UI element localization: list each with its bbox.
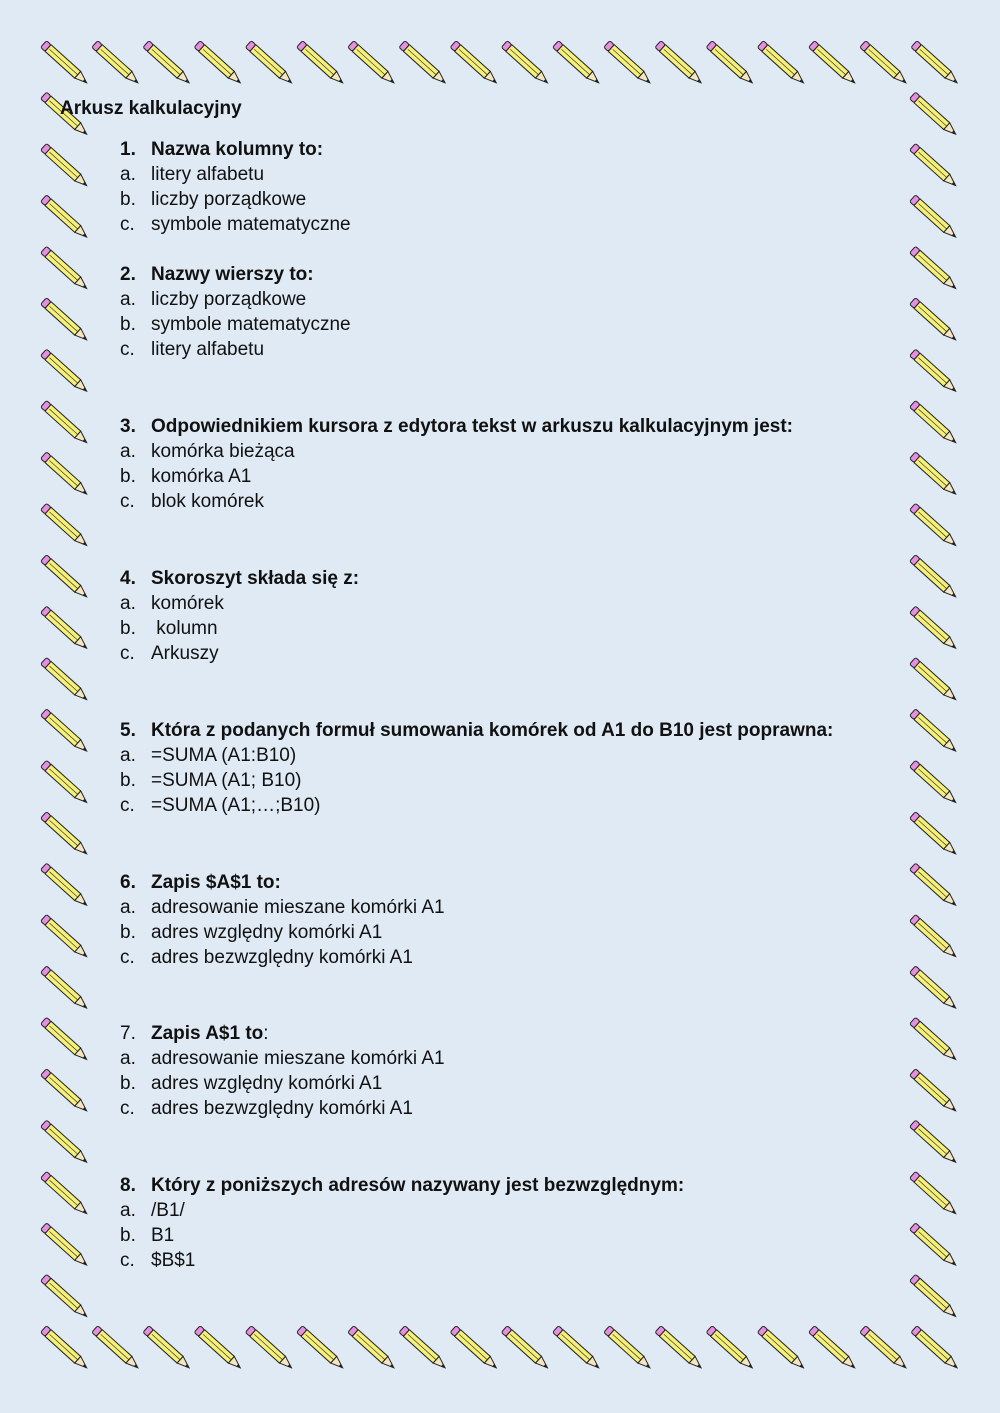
pencil-icon (604, 1326, 653, 1371)
question-text: Który z poniższych adresów nazywany jest bezwzględnym: (151, 1175, 685, 1196)
pencil-icon (194, 1326, 243, 1371)
option-letter: a. (120, 897, 136, 918)
pencil-icon (910, 914, 959, 959)
answer-option (120, 439, 793, 464)
answer-option (120, 489, 793, 514)
pencil-icon (143, 1326, 192, 1371)
option-letter: a. (120, 164, 136, 185)
pencil-icon (450, 1326, 499, 1371)
option-letter: a. (120, 1048, 136, 1069)
question-3 (120, 414, 793, 514)
answer-option (120, 464, 793, 489)
option-text: B1 (151, 1225, 175, 1246)
option-letter: a. (120, 1200, 136, 1221)
option-letter: c. (120, 947, 135, 968)
option-text: adres względny komórki A1 (151, 1073, 383, 1094)
option-letter: b. (120, 922, 136, 943)
option-text: adresowanie mieszane komórki A1 (151, 1048, 445, 1069)
option-text: liczby porządkowe (151, 189, 307, 210)
answer-option (120, 920, 445, 945)
pencil-icon (910, 195, 959, 240)
answer-option (120, 793, 833, 818)
pencil-icon (501, 1326, 550, 1371)
pencil-icon (604, 41, 653, 86)
pencil-icon (706, 41, 755, 86)
pencil-icon (297, 41, 346, 86)
answer-option (120, 945, 445, 970)
answer-option (120, 287, 351, 312)
pencil-icon (399, 1326, 448, 1371)
question-8 (120, 1173, 684, 1273)
question-heading (120, 870, 445, 895)
pencil-icon (910, 760, 959, 805)
answer-option (120, 212, 351, 237)
pencil-icon (910, 1120, 959, 1165)
question-text: Odpowiednikiem kursora z edytora tekst w arkuszu kalkulacyjnym jest: (151, 416, 794, 437)
question-number: 2. (120, 264, 136, 285)
question-2 (120, 262, 351, 362)
pencil-icon (809, 1326, 858, 1371)
pencil-icon (41, 657, 90, 702)
question-heading (120, 1021, 445, 1046)
pencil-icon (910, 657, 959, 702)
question-text: Nazwa kolumny to: (151, 139, 324, 160)
answer-option (120, 1248, 684, 1273)
answer-option (120, 187, 351, 212)
answer-option (120, 616, 359, 641)
answer-option (120, 768, 833, 793)
option-text: =SUMA (A1; B10) (151, 770, 302, 791)
question-text: Zapis A$1 to (151, 1023, 264, 1044)
pencil-icon (41, 555, 90, 600)
option-letter: a. (120, 593, 136, 614)
pencil-icon (910, 452, 959, 497)
pencil-icon (92, 41, 141, 86)
option-letter: b. (120, 770, 136, 791)
pencil-icon (910, 1274, 959, 1319)
pencil-icon (910, 555, 959, 600)
pencil-icon (706, 1326, 755, 1371)
pencil-icon (655, 1326, 704, 1371)
question-1 (120, 137, 351, 237)
question-heading (120, 718, 833, 743)
option-letter: b. (120, 314, 136, 335)
pencil-icon (910, 246, 959, 291)
pencil-icon (860, 41, 909, 86)
pencil-icon (194, 41, 243, 86)
pencil-icon (41, 452, 90, 497)
pencil-icon (809, 41, 858, 86)
pencil-icon (910, 143, 959, 188)
pencil-icon (910, 966, 959, 1011)
answer-option (120, 591, 359, 616)
pencil-icon (41, 41, 90, 86)
option-text: =SUMA (A1;…;B10) (151, 795, 321, 816)
pencil-icon (41, 966, 90, 1011)
answer-option (120, 1198, 684, 1223)
question-text: Nazwy wierszy to: (151, 264, 314, 285)
pencil-icon (911, 41, 960, 86)
answer-option (120, 1223, 684, 1248)
question-heading (120, 137, 351, 162)
option-text: litery alfabetu (151, 164, 265, 185)
question-6 (120, 870, 445, 970)
pencil-icon (910, 503, 959, 548)
option-text: $B$1 (151, 1250, 196, 1271)
pencil-icon (910, 1223, 959, 1268)
question-number: 5. (120, 720, 136, 741)
pencil-icon (41, 863, 90, 908)
pencil-icon (41, 143, 90, 188)
option-text: liczby porządkowe (151, 289, 307, 310)
pencil-icon (553, 1326, 602, 1371)
option-text: symbole matematyczne (151, 214, 351, 235)
pencil-icon (41, 246, 90, 291)
pencil-icon (450, 41, 499, 86)
pencil-icon (860, 1326, 909, 1371)
question-colon: : (263, 1023, 269, 1044)
option-letter: c. (120, 214, 135, 235)
question-number: 1. (120, 139, 136, 160)
pencil-icon (245, 1326, 294, 1371)
option-text: /B1/ (151, 1200, 185, 1221)
option-text: adresowanie mieszane komórki A1 (151, 897, 445, 918)
page-title: Arkusz kalkulacyjny (60, 98, 242, 119)
pencil-icon (41, 503, 90, 548)
pencil-icon (41, 400, 90, 445)
option-letter: a. (120, 441, 136, 462)
answer-option (120, 743, 833, 768)
pencil-icon (910, 1017, 959, 1062)
pencil-icon (910, 349, 959, 394)
pencil-icon (553, 41, 602, 86)
pencil-icon (143, 41, 192, 86)
answer-option (120, 312, 351, 337)
answer-option (120, 1096, 445, 1121)
pencil-icon (655, 41, 704, 86)
pencil-icon (910, 606, 959, 651)
question-heading (120, 566, 359, 591)
option-text: blok komórek (151, 491, 264, 512)
pencil-icon (757, 41, 806, 86)
option-letter: c. (120, 339, 135, 360)
option-letter: a. (120, 745, 136, 766)
question-5 (120, 718, 833, 818)
option-letter: a. (120, 289, 136, 310)
question-text: Skoroszyt składa się z: (151, 568, 360, 589)
option-text: litery alfabetu (151, 339, 265, 360)
pencil-icon (911, 1326, 960, 1371)
option-letter: b. (120, 1073, 136, 1094)
question-heading (120, 262, 351, 287)
pencil-icon (41, 195, 90, 240)
option-text: symbole matematyczne (151, 314, 351, 335)
option-letter: b. (120, 189, 136, 210)
pencil-icon (757, 1326, 806, 1371)
option-letter: c. (120, 795, 135, 816)
option-text: Arkuszy (151, 643, 219, 664)
option-text: =SUMA (A1:B10) (151, 745, 297, 766)
option-letter: c. (120, 1098, 135, 1119)
question-number: 3. (120, 416, 136, 437)
pencil-icon (297, 1326, 346, 1371)
pencil-icon (41, 298, 90, 343)
pencil-icon (41, 1171, 90, 1216)
pencil-icon (41, 1120, 90, 1165)
option-text: adres bezwzględny komórki A1 (151, 947, 413, 968)
answer-option (120, 895, 445, 920)
option-letter: c. (120, 491, 135, 512)
question-text: Która z podanych formuł sumowania komórek od A1 do B10 jest poprawna: (151, 720, 834, 741)
answer-option (120, 641, 359, 666)
question-heading (120, 414, 793, 439)
question-text: Zapis $A$1 to: (151, 872, 281, 893)
answer-option (120, 162, 351, 187)
question-4 (120, 566, 359, 666)
question-7 (120, 1021, 445, 1121)
question-number: 4. (120, 568, 136, 589)
option-letter: b. (120, 1225, 136, 1246)
pencil-icon (41, 1017, 90, 1062)
pencil-icon (41, 1274, 90, 1319)
question-number: 8. (120, 1175, 136, 1196)
answer-option (120, 1071, 445, 1096)
pencil-icon (910, 92, 959, 137)
pencil-icon (41, 1069, 90, 1114)
pencil-icon (41, 709, 90, 754)
pencil-icon (348, 1326, 397, 1371)
option-letter: c. (120, 1250, 135, 1271)
pencil-icon (910, 1069, 959, 1114)
answer-option (120, 337, 351, 362)
pencil-icon (245, 41, 294, 86)
option-letter: b. (120, 466, 136, 487)
answer-option (120, 1046, 445, 1071)
pencil-icon (910, 1171, 959, 1216)
pencil-icon (501, 41, 550, 86)
option-text: adres bezwzględny komórki A1 (151, 1098, 413, 1119)
pencil-icon (910, 863, 959, 908)
pencil-icon (348, 41, 397, 86)
pencil-icon (41, 812, 90, 857)
pencil-icon (92, 1326, 141, 1371)
pencil-icon (41, 760, 90, 805)
option-letter: b. (120, 618, 136, 639)
question-number: 6. (120, 872, 136, 893)
pencil-icon (910, 709, 959, 754)
pencil-icon (910, 298, 959, 343)
option-letter: c. (120, 643, 135, 664)
pencil-icon (41, 349, 90, 394)
pencil-icon (41, 914, 90, 959)
option-text: komórka bieżąca (151, 441, 295, 462)
option-text: komórka A1 (151, 466, 252, 487)
question-number: 7. (120, 1023, 136, 1044)
pencil-icon (41, 1223, 90, 1268)
pencil-icon (910, 400, 959, 445)
pencil-icon (399, 41, 448, 86)
pencil-icon (41, 606, 90, 651)
pencil-icon (41, 1326, 90, 1371)
question-heading (120, 1173, 684, 1198)
option-text: adres względny komórki A1 (151, 922, 383, 943)
option-text: komórek (151, 593, 224, 614)
option-text: kolumn (151, 618, 218, 639)
pencil-icon (910, 812, 959, 857)
